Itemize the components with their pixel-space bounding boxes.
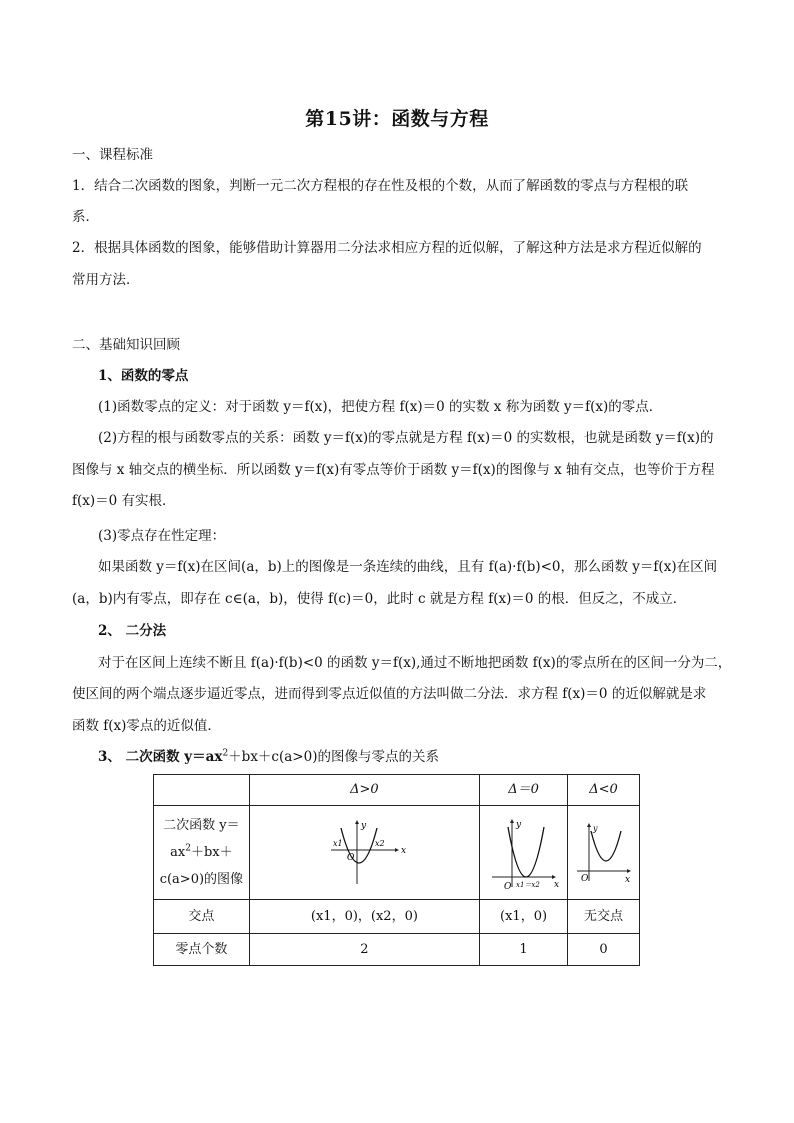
origin-label: O <box>580 873 588 884</box>
parabola-curve <box>591 831 621 861</box>
subheading-quadratic-text-b: ＋bx＋c(a>0)的图像与零点的关系 <box>228 749 439 765</box>
zero-count-two-roots: 2 <box>249 934 479 966</box>
root-zero-relation-line-3: f(x)＝0 有实根． <box>72 493 176 509</box>
row-label-graph-ax: ax <box>170 845 186 860</box>
page-title: 第15讲：函数与方程 <box>305 108 489 130</box>
row-label-graph <box>154 806 250 900</box>
bisection-line-2: 使区间的两个端点逐步逼近零点，进而得到零点近似值的方法叫做二分法．求方程 f(x)＝0 的近似解就是求 <box>72 686 707 702</box>
subheading-bisection: 2、 二分法 <box>98 623 167 639</box>
row-label-graph-line-3: c(a>0)的图像 <box>159 872 244 887</box>
graph-double-root-cell <box>480 806 568 900</box>
zero-count-no-root: 0 <box>568 934 640 966</box>
graph-no-root-cell <box>568 806 640 900</box>
table-header-delta-positive: Δ>0 <box>249 775 479 806</box>
x-axis-arrow <box>395 848 399 852</box>
double-root-label: x1＝x2 <box>515 880 540 889</box>
table-row-intersections <box>154 900 640 934</box>
x-axis-arrow <box>552 875 556 879</box>
row-label-graph-bx: ＋bx＋ <box>190 845 233 860</box>
table-header-empty <box>154 775 250 806</box>
row-label-graph-line-1: 二次函数 y＝ <box>163 818 240 833</box>
subheading-quadratic-text-a: 3、 二次函数 y＝ax <box>98 749 223 765</box>
zero-count-double-root: 1 <box>480 934 568 966</box>
curriculum-item-1-line-2: 系． <box>72 209 99 225</box>
graph-two-roots-cell <box>249 806 479 900</box>
root-zero-relation-line-2: 图像与 x 轴交点的横坐标．所以函数 y＝f(x)有零点等价于函数 y＝f(x)的图像与 x 轴有交点，也等价于方程 <box>72 462 715 478</box>
curriculum-item-2-line-1: 2．根据具体函数的图象，能够借助计算器用二分法求相应方程的近似解，了解这种方法是求方程近似解的 <box>72 240 702 256</box>
table-header-row <box>154 775 640 806</box>
origin-label: O <box>503 881 511 891</box>
root1-label: x1 <box>333 838 344 848</box>
quadratic-zero-table <box>153 774 640 966</box>
zero-definition: (1)函数零点的定义：对于函数 y＝f(x)，把使方程 f(x)＝0 的实数 x 称为函数 y＝f(x)的零点． <box>98 399 663 415</box>
y-axis-arrow <box>510 819 514 823</box>
existence-theorem-line-1: 如果函数 y＝f(x)在区间(a，b)上的图像是一条连续的曲线，且有 f(a)·f(b)<0，那么函数 y＝f(x)在区间 <box>98 559 718 575</box>
y-axis-label: y <box>515 819 521 830</box>
intersections-no-root: 无交点 <box>568 900 640 934</box>
y-axis-label: y <box>592 823 598 833</box>
row-label-intersections: 交点 <box>154 900 250 934</box>
row-label-graph-line-2 <box>154 839 249 866</box>
intersections-double-root: (x1，0) <box>480 900 568 934</box>
table-header-delta-negative: Δ<0 <box>568 775 640 806</box>
root-zero-relation-line-1: (2)方程的根与函数零点的关系：函数 y＝f(x)的零点就是方程 f(x)＝0 的实数根，也就是函数 y＝f(x)的 <box>98 430 714 446</box>
section-heading-curriculum: 一、课程标准 <box>72 147 153 163</box>
intersections-two-roots: (x1，0)，(x2，0) <box>249 900 479 934</box>
x-axis-label: x <box>401 845 407 856</box>
x-axis-label: x <box>553 879 559 890</box>
origin-label: O <box>347 852 355 863</box>
row-label-graph-sup: 2 <box>185 843 191 854</box>
y-axis-arrow <box>587 823 591 827</box>
parabola-curve <box>508 827 544 877</box>
subheading-quadratic-sup: 2 <box>222 748 229 759</box>
bisection-line-1: 对于在区间上连续不断且 f(a)·f(b)<0 的函数 y＝f(x),通过不断地把函数 f(x)的零点所在的区间一分为二， <box>98 655 732 671</box>
section-heading-basics: 二、基础知识回顾 <box>72 337 180 353</box>
graph-no-root <box>573 815 635 891</box>
graph-two-roots <box>319 818 409 888</box>
curriculum-item-2-line-2: 常用方法． <box>72 272 140 288</box>
subheading-quadratic <box>98 747 758 767</box>
row-label-zero-count: 零点个数 <box>154 934 250 966</box>
existence-theorem-line-2: (a，b)内有零点，即存在 c∈(a，b)，使得 f(c)＝0，此时 c 就是方程 f(x)＝0 的根．但反之，不成立． <box>72 591 687 607</box>
root2-label: x2 <box>375 838 386 848</box>
x-axis-arrow <box>627 869 631 873</box>
existence-theorem-heading: (3)零点存在性定理： <box>98 528 226 544</box>
graph-double-root <box>486 815 562 891</box>
curriculum-item-1-line-1: 1．结合二次函数的图象，判断一元二次方程根的存在性及根的个数，从而了解函数的零点与方程根的联 <box>72 178 689 194</box>
subheading-function-zero: 1、函数的零点 <box>98 368 189 384</box>
bisection-line-3: 函数 f(x)零点的近似值． <box>72 718 221 734</box>
y-axis-arrow <box>355 820 359 824</box>
table-row-graphs <box>154 806 640 900</box>
table-row-zero-count <box>154 934 640 966</box>
x-axis-label: x <box>624 874 630 885</box>
table-header-delta-zero: Δ＝0 <box>480 775 568 806</box>
y-axis-label: y <box>361 820 367 831</box>
